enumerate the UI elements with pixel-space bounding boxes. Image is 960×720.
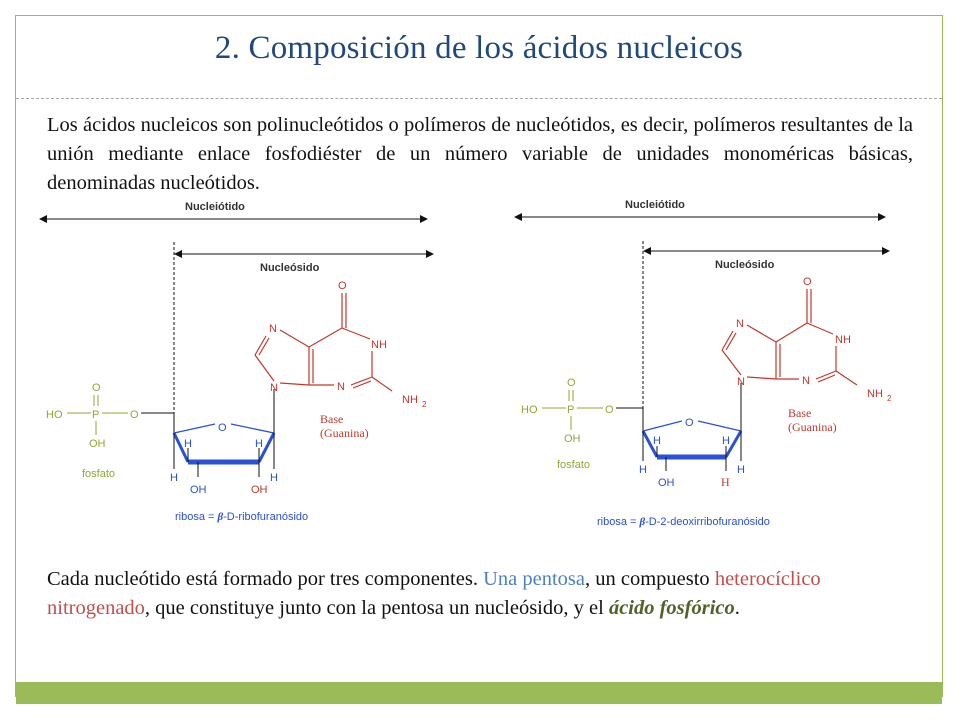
svg-text:NH: NH <box>835 334 851 346</box>
nucleoside-label: Nucleósido <box>715 259 775 271</box>
svg-text:OH: OH <box>251 484 268 496</box>
svg-text:OH: OH <box>564 433 581 445</box>
svg-text:2: 2 <box>887 394 892 403</box>
svg-text:N: N <box>270 382 278 394</box>
svg-text:N: N <box>737 376 745 388</box>
nucleotide-diagram-deoxyribose <box>505 195 925 540</box>
svg-text:P: P <box>92 409 100 421</box>
slide-title: 2. Composición de los ácidos nucleicos <box>214 30 744 66</box>
svg-text:H: H <box>721 475 730 489</box>
components-paragraph <box>47 565 917 623</box>
footer-bar <box>16 682 942 704</box>
svg-text:OH: OH <box>89 438 106 450</box>
svg-text:O: O <box>130 409 139 421</box>
svg-text:(Guanina): (Guanina) <box>320 426 369 440</box>
svg-text:O: O <box>605 404 614 416</box>
svg-text:H: H <box>270 472 278 484</box>
components-text-1: Cada nucleótido está formado por tres componentes. <box>47 568 484 590</box>
svg-text:O: O <box>92 382 101 394</box>
svg-text:N: N <box>736 318 744 330</box>
svg-text:P: P <box>567 404 575 416</box>
svg-text:NH: NH <box>371 339 387 351</box>
svg-text:H: H <box>255 438 263 450</box>
svg-text:N: N <box>337 381 345 393</box>
phosphoric-acid-term: ácido fosfórico <box>608 597 735 619</box>
svg-text:O: O <box>338 280 347 292</box>
nucleotide-label: Nucleiótido <box>185 201 245 213</box>
heterocyclic-term: heterocíclico nitrogenado <box>47 568 821 619</box>
svg-text:Base: Base <box>320 412 344 426</box>
title-divider <box>16 98 942 99</box>
svg-text:HO: HO <box>46 409 63 421</box>
phosphate-group <box>46 382 139 480</box>
svg-text:(Guanina): (Guanina) <box>788 420 837 434</box>
svg-text:H: H <box>722 435 730 447</box>
svg-text:H: H <box>653 435 661 447</box>
svg-text:N: N <box>802 375 810 387</box>
intro-paragraph: Los ácidos nucleicos son polinucleótidos o polímeros de nucleótidos, es decir, polímeros resultantes de la unión mediante enlace fosfodiéster de un número variable de unidades monoméricas básicas, denominadas nucleótidos. <box>47 114 913 194</box>
deoxyribose-caption: ribosa = β-D-2-deoxirribofuranósido <box>597 516 770 528</box>
svg-text:H: H <box>639 464 647 476</box>
svg-text:O: O <box>685 417 694 429</box>
svg-text:NH: NH <box>867 388 883 400</box>
nucleotide-label: Nucleiótido <box>625 199 685 211</box>
ribose-ring <box>170 413 278 496</box>
svg-text:fosfato: fosfato <box>557 459 591 471</box>
components-text-2: , un compuesto <box>584 568 715 590</box>
svg-text:O: O <box>567 377 576 389</box>
svg-text:O: O <box>803 276 812 288</box>
svg-text:OH: OH <box>658 477 675 489</box>
svg-text:Base: Base <box>788 406 812 420</box>
nucleotide-diagram-ribose <box>30 195 450 540</box>
svg-text:H: H <box>737 464 745 476</box>
pentose-term: Una pentosa <box>483 568 585 590</box>
deoxyribose-ring <box>639 408 745 489</box>
svg-text:N: N <box>269 323 277 335</box>
phosphate-group <box>521 377 614 471</box>
svg-text:H: H <box>184 438 192 450</box>
svg-text:HO: HO <box>521 404 538 416</box>
nucleoside-label: Nucleósido <box>260 262 320 274</box>
svg-text:O: O <box>218 422 227 434</box>
svg-text:OH: OH <box>190 484 207 496</box>
svg-text:NH: NH <box>402 394 418 406</box>
svg-text:2: 2 <box>422 400 427 409</box>
svg-text:H: H <box>170 472 178 484</box>
svg-text:fosfato: fosfato <box>82 468 116 480</box>
components-text-3: , que constituye junto con la pentosa un nucleósido, y el <box>144 597 609 619</box>
components-text-4: . <box>734 597 740 619</box>
ribose-caption: ribosa = β-D-ribofuranósido <box>175 511 309 523</box>
